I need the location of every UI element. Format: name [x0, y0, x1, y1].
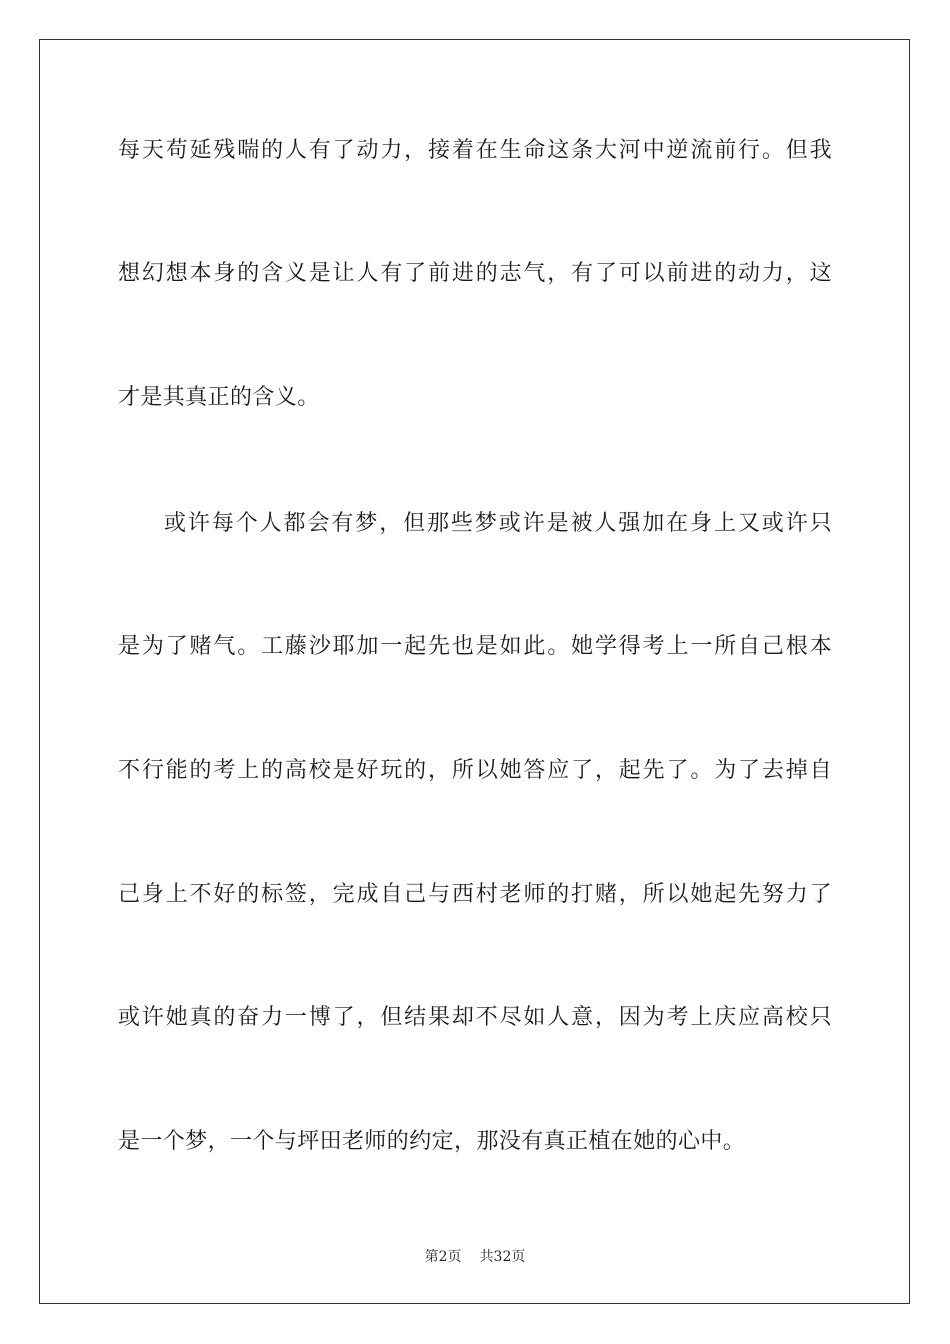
- page-footer: [0, 1246, 950, 1266]
- page-border: [39, 39, 910, 1304]
- text-line: 才是其真正的含义。: [118, 385, 320, 410]
- text-line: 己身上不好的标签，完成自己与西村老师的打赌，所以她起先努力了: [118, 882, 832, 907]
- text-line: 或许每个人都会有梦，但那些梦或许是被人强加在身上又或许只: [164, 511, 832, 536]
- text-line: 想幻想本身的含义是让人有了前进的志气，有了可以前进的动力，这: [118, 261, 832, 286]
- text-line: 或许她真的奋力一博了，但结果却不尽如人意，因为考上庆应高校只: [118, 1005, 832, 1030]
- text-line: 是一个梦，一个与坪田老师的约定，那没有真正植在她的心中。: [118, 1129, 746, 1154]
- text-line: 是为了赌气。工藤沙耶加一起先也是如此。她学得考上一所自己根本: [118, 634, 832, 659]
- text-line: 每天苟延残喘的人有了动力，接着在生命这条大河中逆流前行。但我: [118, 138, 832, 163]
- text-line: 不行能的考上的高校是好玩的，所以她答应了，起先了。为了去掉自: [118, 758, 832, 783]
- page-number: 第2页: [424, 1249, 462, 1265]
- page-total: 共32页: [479, 1249, 526, 1265]
